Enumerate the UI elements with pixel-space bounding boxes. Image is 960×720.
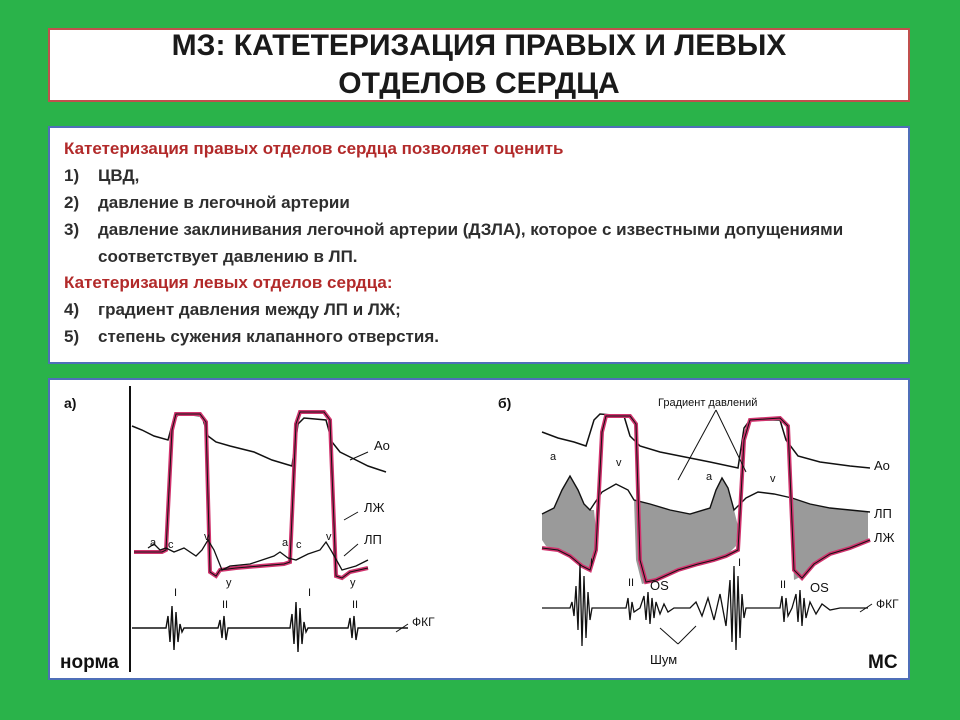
- panel-a-pcg-label: ФКГ: [412, 615, 435, 629]
- panel-b-sound-label: I: [590, 557, 594, 569]
- list-item-number: 3): [64, 220, 80, 239]
- panel-a-sound-label: II: [352, 599, 359, 611]
- panel-a-wave-label: a: [282, 537, 289, 549]
- panel-b-sound-label: II: [628, 577, 635, 589]
- panel-b-wave-label: a: [550, 451, 557, 463]
- panel-a-wave-label: c: [168, 539, 174, 551]
- panel-a-la-label: ЛП: [364, 532, 382, 547]
- panel-b-murmur-label: Шум: [650, 652, 678, 667]
- panel-a-sound-label: I: [308, 587, 312, 599]
- list-item: [64, 216, 894, 270]
- panel-b-sound-label: OS: [650, 578, 669, 593]
- left-heart-heading: Катетеризация левых отделов сердца:: [64, 273, 393, 292]
- panel-a-wave-label: a: [150, 537, 157, 549]
- panel-a: [64, 386, 435, 672]
- panel-a-pcg-trace: [132, 602, 408, 652]
- panel-b-ao-label: Ао: [874, 458, 890, 473]
- panel-b-murmur-pointer: [678, 626, 696, 644]
- panel-b-ao-trace: [542, 414, 870, 468]
- panel-a-sound-label: II: [222, 599, 229, 611]
- content-box: [48, 126, 910, 364]
- right-heart-heading: Катетеризация правых отделов сердца позволяет оценить: [64, 139, 564, 158]
- panel-b-lv-label: ЛЖ: [874, 530, 895, 545]
- panel-a-ao-label: Ао: [374, 438, 390, 453]
- panel-b-sound-label: II: [780, 579, 787, 591]
- panel-a-ao-pointer: [350, 452, 368, 460]
- title-box: [48, 28, 910, 102]
- panel-a-la-pointer: [344, 544, 358, 556]
- list-item: [64, 189, 894, 216]
- panel-a-wave-label: c: [296, 539, 302, 551]
- list-item-number: 4): [64, 300, 80, 319]
- list-item-text: градиент давления между ЛП и ЛЖ;: [98, 300, 401, 319]
- panel-b-pcg-label: ФКГ: [876, 597, 899, 611]
- list-item-number: 2): [64, 193, 80, 212]
- normal-caption: норма: [60, 652, 119, 673]
- list-item: [64, 162, 894, 189]
- panel-a-wave-label: y: [350, 577, 356, 589]
- list-item-number: 5): [64, 327, 80, 346]
- panel-b-tag: б): [498, 395, 512, 411]
- panel-b-pcg-trace: [542, 564, 868, 650]
- panel-b: [498, 395, 899, 667]
- panel-b-sound-label: OS: [810, 580, 829, 595]
- panel-b-wave-label: v: [770, 473, 776, 485]
- panel-a-wave-label: y: [226, 577, 232, 589]
- slide-title: МЗ: КАТЕТЕРИЗАЦИЯ ПРАВЫХ И ЛЕВЫХ ОТДЕЛОВ СЕРДЦА: [171, 29, 787, 100]
- list-item-text: давление заклинивания легочной артерии (ДЗЛА), которое с известными допущениями соответствует давлению в ЛП.: [98, 220, 844, 266]
- panel-a-wave-label: v: [326, 531, 332, 543]
- list-item-text: ЦВД,: [98, 166, 140, 185]
- list-item-number: 1): [64, 166, 80, 185]
- panel-b-wave-label: v: [616, 457, 622, 469]
- pressure-curves-figure: [48, 378, 910, 680]
- panel-a-lv-pointer: [344, 512, 358, 520]
- panel-b-gradient-label: Градиент давлений: [658, 397, 758, 409]
- list-item-text: степень сужения клапанного отверстия.: [98, 327, 439, 346]
- pressure-curves-illustration: [50, 380, 908, 678]
- list-item-text: давление в легочной артерии: [98, 193, 350, 212]
- panel-a-wave-label: v: [204, 531, 210, 543]
- panel-b-wave-label: a: [706, 471, 713, 483]
- panel-b-la-label: ЛП: [874, 506, 892, 521]
- panel-b-gradient-pointer: [678, 410, 716, 480]
- panel-b-sound-label: I: [738, 557, 742, 569]
- panel-a-sound-label: I: [174, 587, 178, 599]
- mitral-stenosis-caption: МС: [868, 652, 898, 673]
- list-item: [64, 323, 894, 350]
- panel-a-lv-label: ЛЖ: [364, 500, 385, 515]
- panel-a-tag: а): [64, 395, 77, 411]
- list-item: [64, 296, 894, 323]
- panel-b-murmur-pointer: [660, 628, 678, 644]
